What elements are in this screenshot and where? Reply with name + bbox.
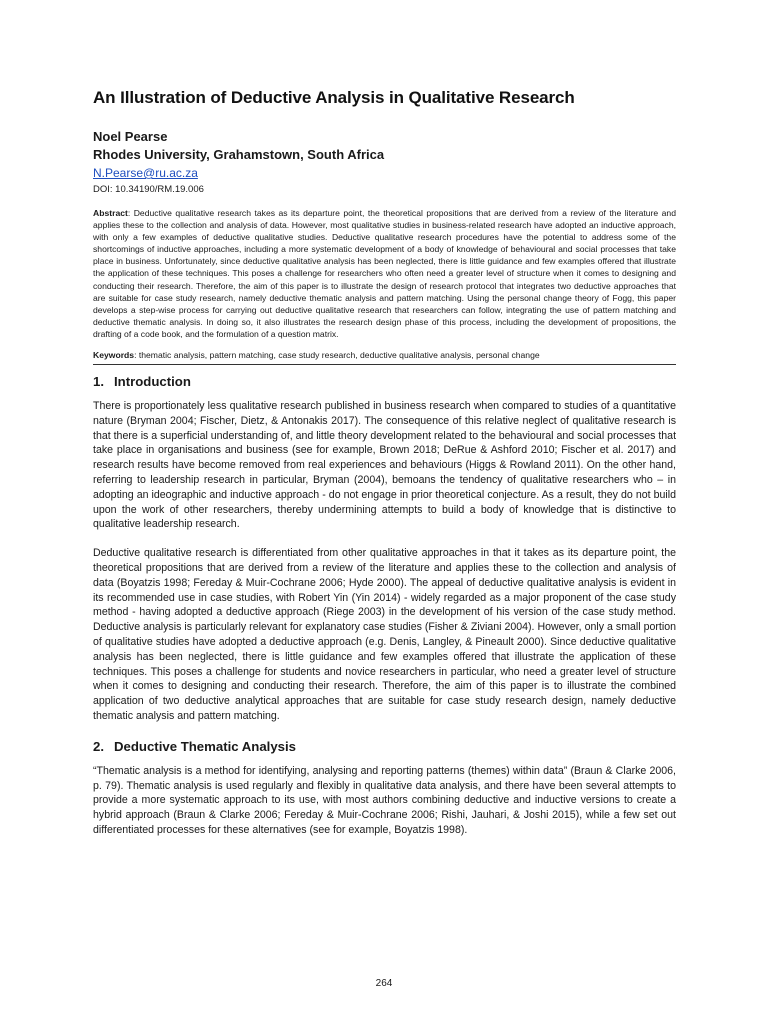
paper-title: An Illustration of Deductive Analysis in Qualitative Research <box>93 88 575 107</box>
keywords-label: Keywords <box>93 350 135 361</box>
author-name: Noel Pearse <box>93 129 168 144</box>
section-title: Introduction <box>114 374 191 390</box>
paper-page <box>93 88 676 852</box>
section-title: Deductive Thematic Analysis <box>114 738 297 754</box>
section-introduction <box>93 373 676 724</box>
page-number: 264 <box>375 978 393 989</box>
keywords <box>93 349 676 365</box>
body-paragraph: There is proportionately less qualitative research published in business research when compared to studies of a quantitative nature (Bryman 2004; Fischer, Dietz, & Antonakis 2017). The consequence of this relative neglect of qualitative research is that there is a superficial understanding of, and little theory development related to the behavioural and social processes that take place in organisations and business (see for example, Brown 2018; DeRue & Ashford 2010; Fischer et al. 2017) and research results have become removed from real experiences and behaviours (Higgs & Rowland 2011). On the other hand, referring to leadership research in particular, Bryman (2004), bemoans the tendency of qualitative researchers who – in adopting an ideographic and inductive approach - do not engage in prior theoretical conjecture. As a result, they do not build upon the work of other researchers, thereby undermining attempts to build a body of knowledge that is distinctive to qualitative leadership research. <box>93 400 677 531</box>
section-deductive-thematic-analysis <box>93 738 676 838</box>
author-affiliation: Rhodes University, Grahamstown, South Africa <box>93 147 385 162</box>
doi: DOI: 10.34190/RM.19.006 <box>93 184 204 195</box>
abstract-text: : Deductive qualitative research takes as its departure point, the theoretical propositions that are derived from a review of the literature and applies these to the collection and analysis of data. However, most qualitative studies in business-related research have adopted an inductive approach, with only a few examples of deductive qualitative studies. Deductive qualitative research procedures have the potential to address some of the shortcomings of inductive approaches, including a more systematic development of a body of knowledge of behavioural and social processes that take place in business. Unfortunately, since deductive qualitative analysis has been neglected, there is little guidance and few examples offered that illustrate the application of these techniques. This poses a challenge for researchers who often need a greater level of structure when it comes to designing and conducting their research. Therefore, the aim of this paper is to illustrate the design of research protocol that integrates two deductive approaches that are suitable for case study research, namely deductive thematic analysis and pattern matching. Using the personal change theory of Fogg, this paper develops a step-wise process for carrying out deductive qualitative research that researchers can follow, integrating the use of pattern matching and deductive thematic analysis. In doing so, it also illustrates the research design phase of this process, including the development of propositions, the drafting of a code book, and the formulation of a question matrix. <box>93 208 676 339</box>
body-paragraph: Deductive qualitative research is differentiated from other qualitative approaches in that it takes as its departure point, the theoretical propositions that are derived from a review of the literature and applies these to the collection and analysis of data (Boyatzis 1998; Fereday & Muir-Cochrane 2006; Hyde 2000). The appeal of deductive qualitative analysis is evident in its recommended use in case studies, with Robert Yin (Yin 2014) - widely regarded as a major proponent of the case study method - having adopted a deductive approach (Riege 2003) in the development of his version of the case study method. Deductive analysis is particularly relevant for explanatory case studies (Fisher & Ziviani 2004). However, only a small portion of qualitative studies have adopted a deductive approach (e.g. Denis, Langley, & Pineault 2000). Since deductive qualitative analysis has been neglected, there is little guidance and few examples offered that illustrate the application of these techniques. This poses a challenge for students and novice researchers in particular, who need a greater level of structure when it comes to designing and conducting their research. Therefore, the aim of this paper is to illustrate the combined application of two deductive analytical approaches that are suitable for case study research design, namely deductive thematic analysis and pattern matching. <box>93 547 676 722</box>
section-number: 2. <box>93 738 104 754</box>
abstract-label: Abstract <box>93 208 128 218</box>
body-paragraph: “Thematic analysis is a method for identifying, analysing and reporting patterns (themes) within data” (Braun & Clarke 2006, p. 79). Thematic analysis is used regularly and flexibly in qualitative data analysis, and there have been several attempts to provide a more systematic approach to its use, with most authors combining deductive and inductive versions to create a hybrid approach (Braun & Clarke 2006; Fereday & Muir-Cochrane 2006; Rishi, Jauhari, & Joshi 2015), while a few set out differentiated processes for these alternatives (see for example, Boyatzis 1998). <box>93 764 676 836</box>
author-email-link[interactable]: N.Pearse@ru.ac.za <box>93 166 198 180</box>
keywords-text: : thematic analysis, pattern matching, case study research, deductive qualitative analysis, personal change <box>134 350 540 361</box>
abstract <box>93 207 676 340</box>
section-number: 1. <box>93 374 104 390</box>
section-heading <box>93 738 676 756</box>
section-heading <box>93 373 676 391</box>
